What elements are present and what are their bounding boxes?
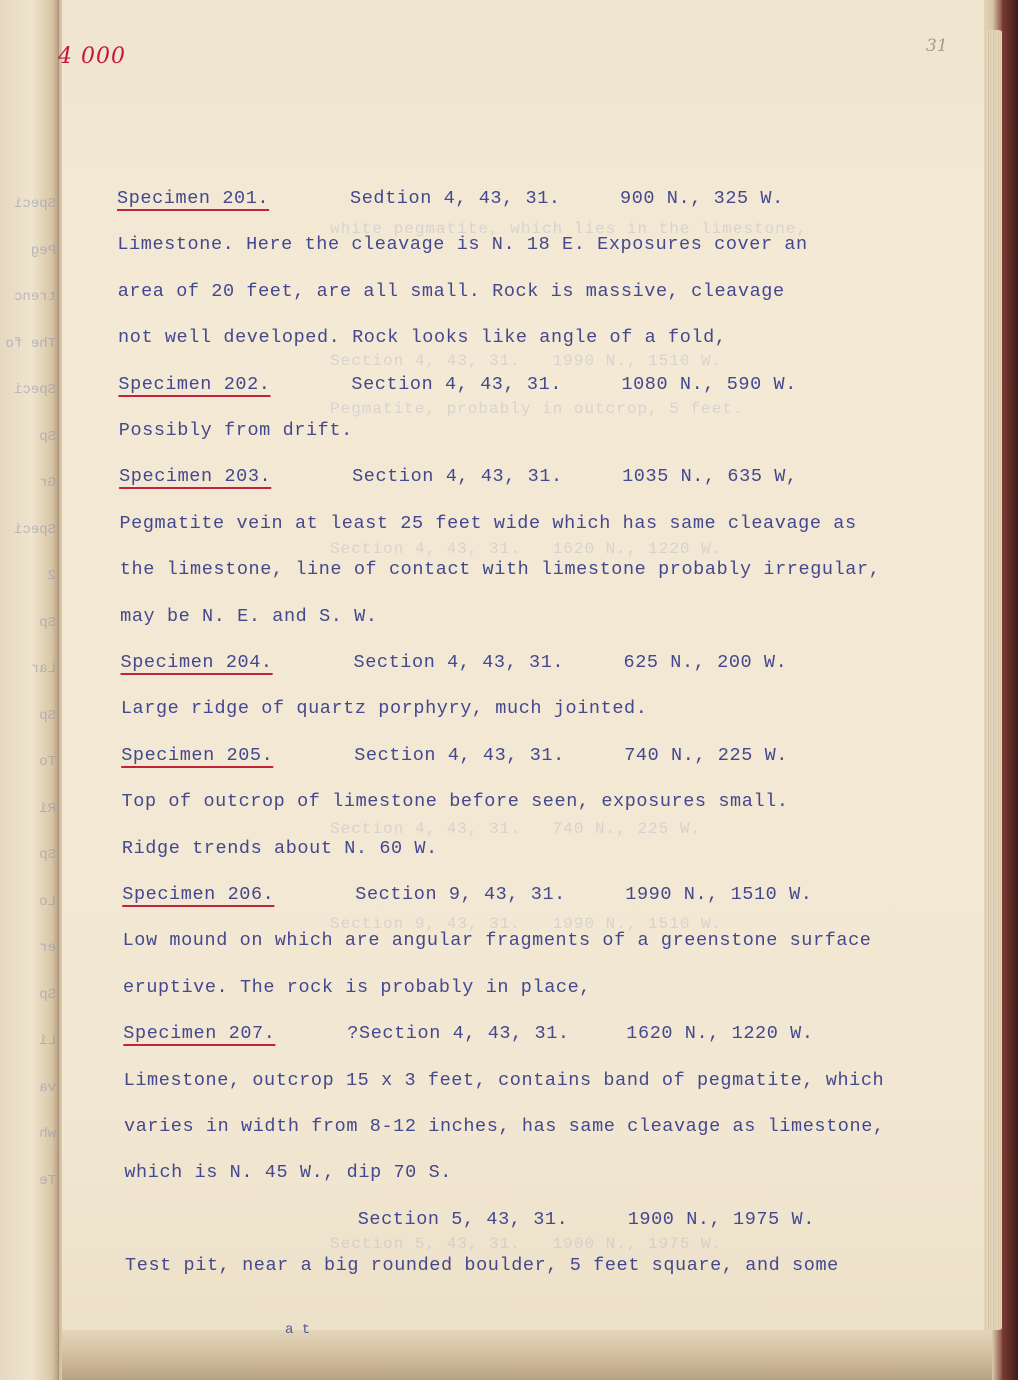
section-ref: Section 5, 43, 31.	[357, 1208, 569, 1230]
coordinates: 1990 N., 1510 W.	[625, 884, 813, 905]
entry-text-line	[118, 281, 938, 307]
left-page-fragment: Sp	[39, 707, 56, 724]
coordinates: 900 N., 325 W.	[620, 188, 784, 209]
entry-text: Low mound on which are angular fragments of a greenstone surface	[122, 930, 872, 952]
entry-text-line	[124, 1162, 944, 1188]
entry-text-line	[119, 513, 939, 539]
entry-text-line	[117, 234, 937, 260]
left-page-fragment: trenc	[13, 289, 56, 305]
left-page-fragment: To	[39, 754, 56, 770]
left-page-fragment: er	[39, 940, 56, 956]
specimen-header	[118, 374, 938, 400]
specimen-header	[117, 188, 937, 214]
entry-text: Top of outcrop of limestone before seen, exposures small.	[121, 791, 789, 813]
coordinates: 740 N., 225 W.	[624, 744, 789, 766]
entry-text-line	[124, 1116, 944, 1142]
entry-text: which is N. 45 W., dip 70 S.	[124, 1162, 452, 1184]
page-bottom-edge	[62, 1330, 992, 1380]
specimen-header	[121, 745, 941, 771]
specimen-label: Specimen 206.	[122, 884, 275, 905]
entry-text-line	[123, 977, 943, 1003]
entry-text-line	[122, 838, 942, 864]
entry-text-line	[122, 791, 942, 817]
specimen-header	[119, 466, 939, 492]
section-ref: ?Section 4, 43, 31.	[347, 1023, 570, 1045]
left-page-fragment: Sp	[39, 986, 56, 1003]
left-page-edge	[0, 0, 59, 1380]
left-page-fragment: Speci	[13, 521, 56, 538]
specimen-header	[125, 1209, 945, 1235]
left-page-fragment: Sp	[39, 428, 56, 445]
entry-text: Ridge trends about N. 60 W.	[121, 837, 438, 859]
ghost-line: Pegmatite, probably in outcrop, 5 feet.	[330, 400, 744, 418]
left-page-fragment: wh	[39, 1126, 56, 1142]
ghost-line: Section 4, 43, 31. 1990 N., 1510 W.	[330, 352, 723, 370]
coordinates: 625 N., 200 W.	[623, 652, 788, 673]
left-page-fragment: Lar	[30, 661, 56, 677]
section-ref: Section 4, 43, 31.	[354, 744, 565, 766]
section-ref: Sedtion 4, 43, 31.	[350, 188, 561, 209]
ghost-line: Section 4, 43, 31. 1620 N., 1220 W.	[330, 540, 723, 558]
book-binding	[1002, 0, 1018, 1380]
ghost-line: Section 5, 43, 31. 1900 N., 1975 W.	[330, 1235, 723, 1253]
entry-text-line	[123, 930, 943, 956]
coordinates: 1035 N., 635 W,	[622, 466, 798, 488]
entry-text-line	[120, 559, 940, 585]
left-page-fragment: Sp	[39, 847, 56, 863]
specimen-header	[121, 652, 941, 678]
ghost-line: white pegmatite, which lies in the limestone,	[330, 220, 808, 238]
entry-text: Limestone. Here the cleavage is N. 18 E. Exposures cover an	[117, 234, 808, 256]
entry-text-line	[124, 1070, 944, 1096]
specimen-label: Specimen 207.	[123, 1023, 276, 1045]
left-page-fragment: 2	[47, 568, 56, 584]
entry-text-line	[125, 1255, 945, 1281]
entry-text: Pegmatite vein at least 25 feet wide which has same cleavage as	[119, 512, 857, 534]
left-page-fragment: The fo	[5, 335, 56, 352]
specimen-label: Specimen 201.	[117, 188, 270, 209]
entry-text-line	[119, 420, 939, 446]
specimen-label: Specimen 203.	[119, 466, 272, 488]
specimen-label: Specimen 204.	[120, 652, 273, 673]
page-stack-edges	[984, 30, 1004, 1330]
page-number: 31	[926, 36, 948, 56]
entry-text: not well developed. Rock looks like angle of a fold,	[118, 327, 727, 349]
entry-text: area of 20 feet, are all small. Rock is massive, cleavage	[117, 280, 785, 302]
left-page-fragment: Peg	[30, 242, 56, 259]
left-page-fragment: Ri	[39, 800, 56, 817]
left-page-fragment: Te	[39, 1172, 56, 1189]
entry-text: Limestone, outcrop 15 x 3 feet, contains band of pegmatite, which	[123, 1069, 885, 1091]
entry-text: Test pit, near a big rounded boulder, 5 feet square, and some	[125, 1255, 839, 1277]
coordinates: 1900 N., 1975 W.	[627, 1208, 815, 1230]
coordinates: 1080 N., 590 W.	[621, 373, 797, 395]
left-page-fragment: Gr	[39, 475, 56, 491]
specimen-label: Specimen 202.	[118, 373, 271, 395]
entry-text: varies in width from 8-12 inches, has same cleavage as limestone,	[124, 1116, 885, 1137]
entry-text: the limestone, line of contact with limestone probably irregular,	[119, 559, 881, 581]
left-page-fragment: Speci	[13, 196, 56, 212]
section-ref: Section 9, 43, 31.	[355, 884, 566, 905]
left-page-fragment: va	[39, 1079, 56, 1096]
ghost-line: Section 9, 43, 31. 1990 N., 1510 W.	[330, 915, 723, 933]
entry-text-line	[120, 606, 940, 632]
specimen-label: Specimen 205.	[121, 744, 274, 766]
specimen-header	[122, 884, 942, 910]
specimen-header	[123, 1023, 943, 1049]
entry-text-line	[121, 698, 941, 724]
section-ref: Section 4, 43, 31.	[353, 652, 565, 673]
entry-text-line	[118, 327, 938, 353]
left-page-fragment: Li	[39, 1033, 56, 1049]
section-ref: Section 4, 43, 31.	[352, 466, 563, 488]
handwritten-note: 4 000	[58, 44, 126, 69]
left-page-fragment: Speci	[13, 382, 56, 398]
coordinates: 1620 N., 1220 W.	[626, 1023, 814, 1045]
entry-text: Possibly from drift.	[118, 420, 353, 441]
entry-text: may be N. E. and S. W.	[120, 605, 378, 627]
section-ref: Section 4, 43, 31.	[351, 373, 563, 395]
entry-text: eruptive. The rock is probably in place,	[122, 976, 592, 998]
left-page-fragment: Sp	[39, 614, 56, 631]
left-page-fragment: Lo	[39, 893, 56, 910]
entry-text: Large ridge of quartz porphyry, much jointed.	[120, 698, 648, 720]
ghost-line: Section 4, 43, 31. 740 N., 225 W.	[330, 820, 702, 838]
footer-fragment: a t	[285, 1322, 311, 1338]
